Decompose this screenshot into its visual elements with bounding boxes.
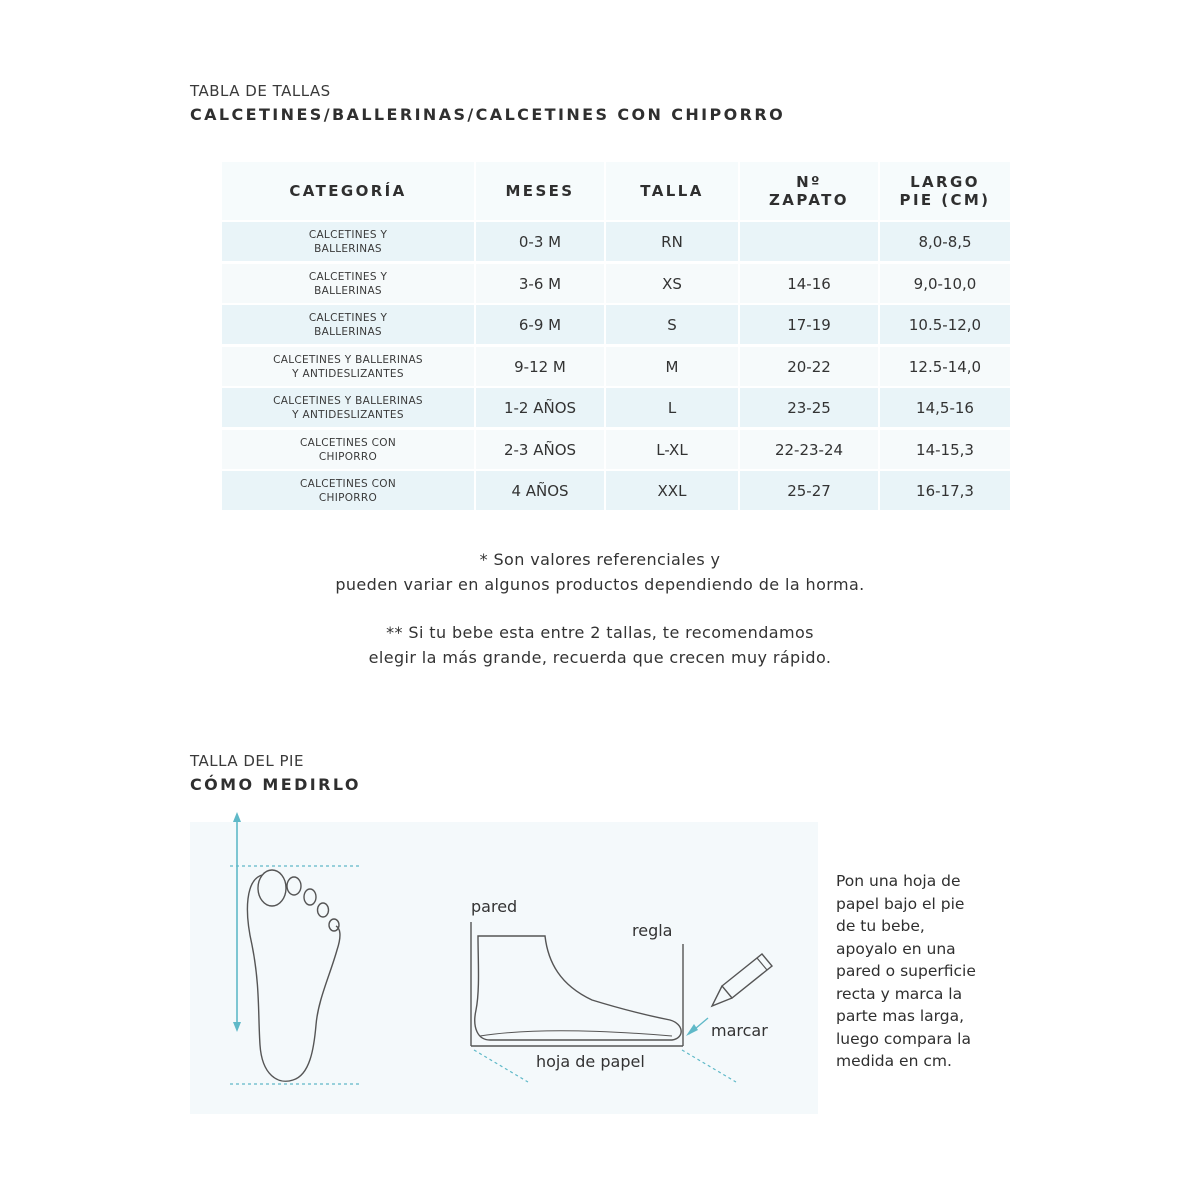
cell-size: XXL	[657, 481, 687, 500]
cell-months: 4 AÑOS	[511, 481, 569, 500]
size-chart-title: CALCETINES/BALLERINAS/CALCETINES CON CHIPORRO	[190, 105, 786, 124]
cell-months: 6-9 M	[518, 315, 562, 334]
cell-months: 2-3 AÑOS	[503, 440, 577, 459]
cell-foot-length: 14,5-16	[916, 398, 974, 417]
label-wall: pared	[471, 897, 518, 916]
cell-size: L	[667, 398, 677, 417]
note-2-line-1: ** Si tu bebe esta entre 2 tallas, te recomendamos	[386, 623, 814, 642]
cell-months: 0-3 M	[518, 232, 562, 251]
cell-shoe: 20-22	[787, 357, 831, 376]
size-chart-kicker: TABLA DE TALLAS	[190, 82, 331, 100]
cell-category: CALCETINES Y BALLERINAS	[308, 270, 388, 297]
cell-shoe: 14-16	[787, 274, 831, 293]
cell-category: CALCETINES CON CHIPORRO	[300, 436, 396, 463]
cell-size: RN	[661, 232, 683, 251]
cell-foot-length: 12.5-14,0	[908, 357, 982, 376]
cell-size: XS	[662, 274, 682, 293]
cell-foot-length: 16-17,3	[916, 481, 974, 500]
note-1-line-1: * Son valores referenciales y	[479, 550, 721, 569]
cell-shoe: 22-23-24	[774, 440, 844, 459]
mark-arrow-icon	[686, 1018, 708, 1036]
label-paper: hoja de papel	[536, 1052, 645, 1071]
cell-category: CALCETINES Y BALLERINAS Y ANTIDESLIZANTES	[273, 394, 423, 421]
foot-sole-icon	[247, 870, 340, 1081]
note-1-line-2: pueden variar en algunos productos dependiendo de la horma.	[335, 575, 865, 594]
col-header-months: MESES	[505, 182, 575, 200]
measure-title: CÓMO MEDIRLO	[190, 775, 361, 794]
cell-months: 3-6 M	[518, 274, 562, 293]
cell-foot-length: 9,0-10,0	[913, 274, 977, 293]
cell-months: 1-2 AÑOS	[503, 398, 577, 417]
label-mark: marcar	[711, 1021, 768, 1040]
measure-instructions: Pon una hoja de papel bajo el pie de tu bebe, apoyalo en una pared o superficie recta y marca la parte mas larga, luego compara la medida en cm.	[836, 872, 976, 1070]
cell-category: CALCETINES Y BALLERINAS	[308, 228, 388, 255]
col-header-shoe: Nº ZAPATO	[769, 173, 849, 209]
cell-months: 9-12 M	[514, 357, 566, 376]
length-arrow-icon	[230, 812, 362, 1084]
measure-kicker: TALLA DEL PIE	[190, 752, 304, 770]
col-header-category: CATEGORÍA	[289, 182, 407, 200]
cell-foot-length: 10.5-12,0	[908, 315, 982, 334]
cell-foot-length: 8,0-8,5	[918, 232, 972, 251]
cell-category: CALCETINES Y BALLERINAS	[308, 311, 388, 338]
note-2-line-2: elegir la más grande, recuerda que crecen muy rápido.	[368, 648, 832, 667]
col-header-foot-length: LARGO PIE (CM)	[899, 173, 991, 209]
pencil-icon	[712, 954, 772, 1006]
cell-foot-length: 14-15,3	[916, 440, 974, 459]
col-header-size: TALLA	[640, 182, 704, 200]
label-ruler: regla	[632, 921, 673, 940]
cell-category: CALCETINES CON CHIPORRO	[300, 477, 396, 504]
cell-category: CALCETINES Y BALLERINAS Y ANTIDESLIZANTES	[273, 353, 423, 380]
cell-size: S	[667, 315, 677, 334]
cell-shoe: 25-27	[787, 481, 831, 500]
cell-shoe: 23-25	[787, 398, 831, 417]
cell-size: M	[665, 357, 679, 376]
cell-shoe: 17-19	[787, 315, 831, 334]
cell-size: L-XL	[656, 440, 688, 459]
